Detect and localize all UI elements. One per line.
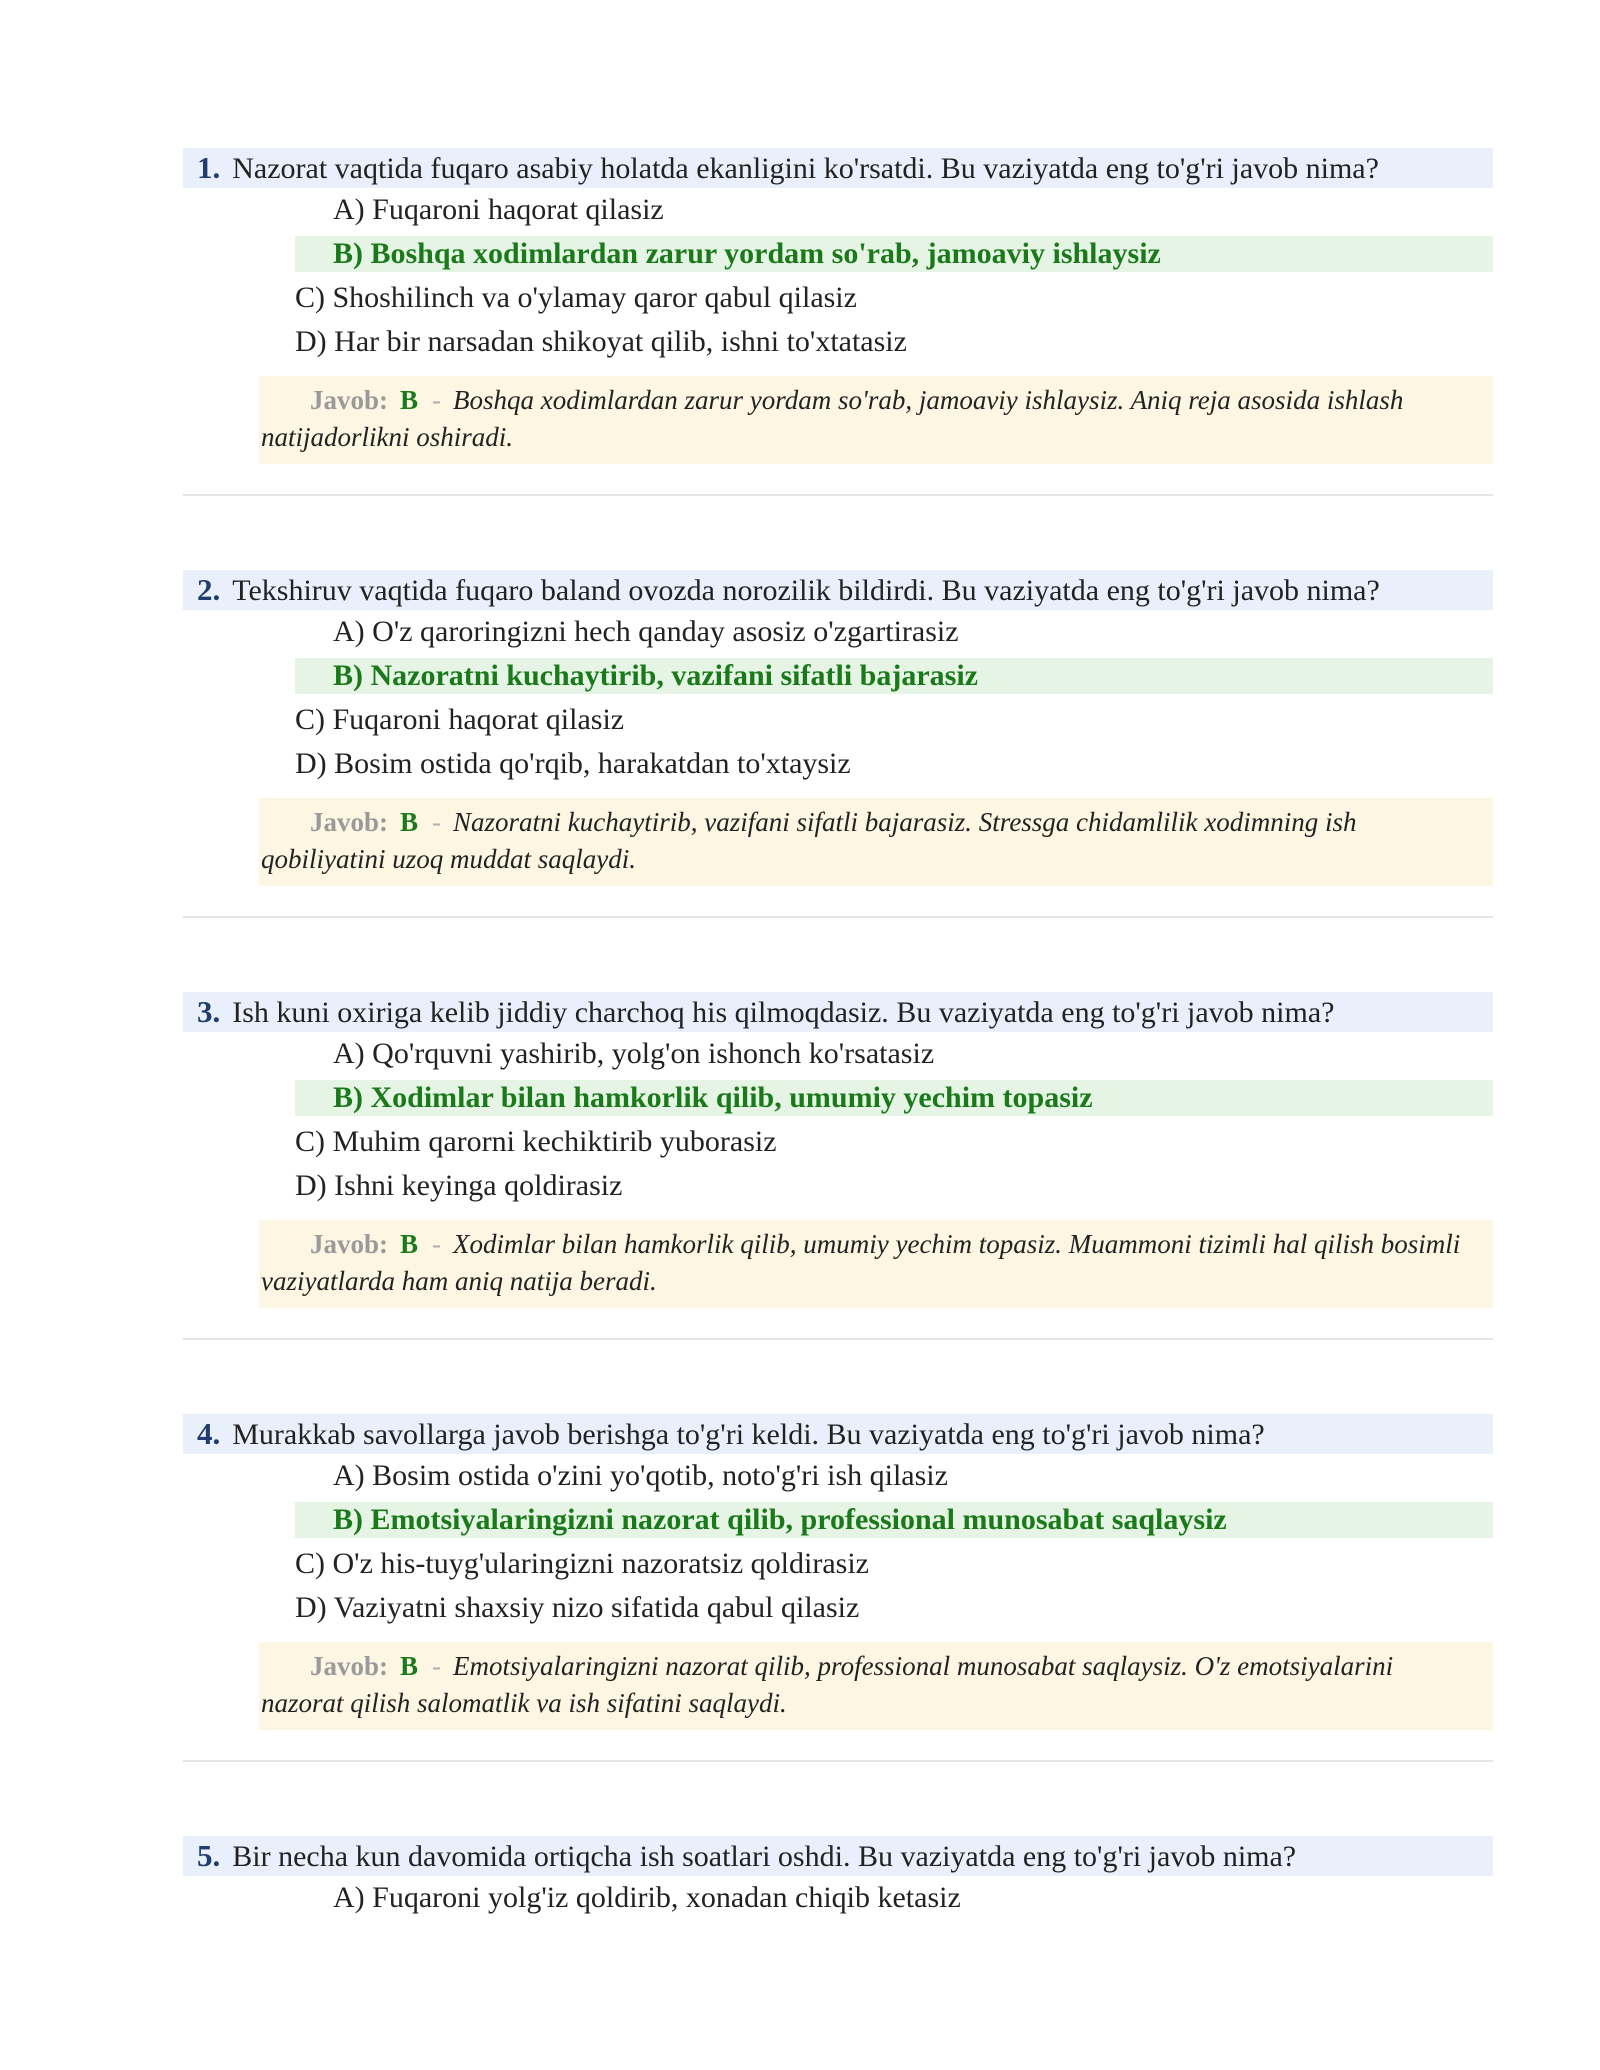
option-c: C) Shoshilinch va o'ylamay qaror qabul qilasiz	[295, 281, 857, 314]
question-text: Tekshiruv vaqtida fuqaro baland ovozda norozilik bildirdi. Bu vaziyatda eng to'g'ri javob nima?	[232, 574, 1380, 607]
divider	[183, 494, 1493, 496]
option-b-correct: B) Emotsiyalaringizni nazorat qilib, professional munosabat saqlaysiz	[295, 1502, 1493, 1538]
answer-letter: B	[400, 385, 419, 415]
option-c: C) O'z his-tuyg'ularingizni nazoratsiz qoldirasiz	[295, 1547, 869, 1580]
question-header	[183, 1836, 1493, 1876]
question-2	[183, 570, 1493, 886]
option-a: A) Fuqaroni yolg'iz qoldirib, xonadan chiqib ketasiz	[333, 1881, 961, 1914]
answer-label: Javob:	[310, 807, 389, 837]
divider	[183, 1760, 1493, 1762]
option-b-correct: B) Xodimlar bilan hamkorlik qilib, umumiy yechim topasiz	[295, 1080, 1493, 1116]
option-b-correct: B) Nazoratni kuchaytirib, vazifani sifatli bajarasiz	[295, 658, 1493, 694]
answer-dash: -	[432, 385, 442, 415]
answer-label: Javob:	[310, 1651, 389, 1681]
question-4	[183, 1414, 1493, 1730]
answer-dash: -	[432, 1229, 442, 1259]
answer-box	[259, 798, 1493, 886]
answer-letter: B	[400, 807, 419, 837]
divider	[183, 1338, 1493, 1340]
option-b-correct: B) Boshqa xodimlardan zarur yordam so'rab, jamoaviy ishlaysiz	[295, 236, 1493, 272]
answer-box	[259, 376, 1493, 464]
question-header	[183, 148, 1493, 188]
question-text: Murakkab savollarga javob berishga to'g'ri keldi. Bu vaziyatda eng to'g'ri javob nima?	[232, 1418, 1265, 1451]
option-a: A) O'z qaroringizni hech qanday asosiz o'zgartirasiz	[333, 615, 959, 648]
option-a: A) Bosim ostida o'zini yo'qotib, noto'g'ri ish qilasiz	[333, 1459, 948, 1492]
answer-box	[259, 1642, 1493, 1730]
answer-letter: B	[400, 1651, 419, 1681]
question-1	[183, 148, 1493, 464]
option-c: C) Muhim qarorni kechiktirib yuborasiz	[295, 1125, 777, 1158]
question-header	[183, 992, 1493, 1032]
question-text: Nazorat vaqtida fuqaro asabiy holatda ekanligini ko'rsatdi. Bu vaziyatda eng to'g'ri javob nima?	[232, 152, 1379, 185]
answer-dash: -	[432, 807, 442, 837]
question-3	[183, 992, 1493, 1308]
answer-letter: B	[400, 1229, 419, 1259]
option-d: D) Vaziyatni shaxsiy nizo sifatida qabul qilasiz	[295, 1591, 860, 1624]
question-number: 1.	[197, 150, 221, 185]
answer-text: Xodimlar bilan hamkorlik qilib, umumiy yechim topasiz. Muammoni tizimli hal qilish bosimli vaziyatlarda ham aniq natija beradi.	[261, 1229, 1461, 1296]
option-a: A) Qo'rquvni yashirib, yolg'on ishonch ko'rsatasiz	[333, 1037, 935, 1070]
option-d: D) Har bir narsadan shikoyat qilib, ishni to'xtatasiz	[295, 325, 907, 358]
answer-text: Nazoratni kuchaytirib, vazifani sifatli bajarasiz. Stressga chidamlilik xodimning ish qobiliyatini uzoq muddat saqlaydi.	[261, 807, 1357, 874]
question-number: 5.	[197, 1838, 221, 1873]
question-number: 3.	[197, 994, 221, 1029]
answer-label: Javob:	[310, 385, 389, 415]
question-header	[183, 570, 1493, 610]
option-a: A) Fuqaroni haqorat qilasiz	[333, 193, 664, 226]
answer-dash: -	[432, 1651, 442, 1681]
option-d: D) Ishni keyinga qoldirasiz	[295, 1169, 623, 1202]
option-c: C) Fuqaroni haqorat qilasiz	[295, 703, 625, 736]
question-number: 2.	[197, 572, 221, 607]
answer-text: Emotsiyalaringizni nazorat qilib, professional munosabat saqlaysiz. O'z emotsiyalarini nazorat qilish salomatlik va ish sifatini saqlaydi.	[261, 1651, 1394, 1718]
question-header	[183, 1414, 1493, 1454]
answer-text: Boshqa xodimlardan zarur yordam so'rab, jamoaviy ishlaysiz. Aniq reja asosida ishlash natijadorlikni oshiradi.	[261, 385, 1404, 452]
question-text: Ish kuni oxiriga kelib jiddiy charchoq his qilmoqdasiz. Bu vaziyatda eng to'g'ri javob nima?	[232, 996, 1335, 1029]
divider	[183, 916, 1493, 918]
answer-box	[259, 1220, 1493, 1308]
question-5	[183, 1836, 1493, 1920]
answer-label: Javob:	[310, 1229, 389, 1259]
question-text: Bir necha kun davomida ortiqcha ish soatlari oshdi. Bu vaziyatda eng to'g'ri javob nima?	[232, 1840, 1297, 1873]
option-d: D) Bosim ostida qo'rqib, harakatdan to'xtaysiz	[295, 747, 851, 780]
question-number: 4.	[197, 1416, 221, 1451]
